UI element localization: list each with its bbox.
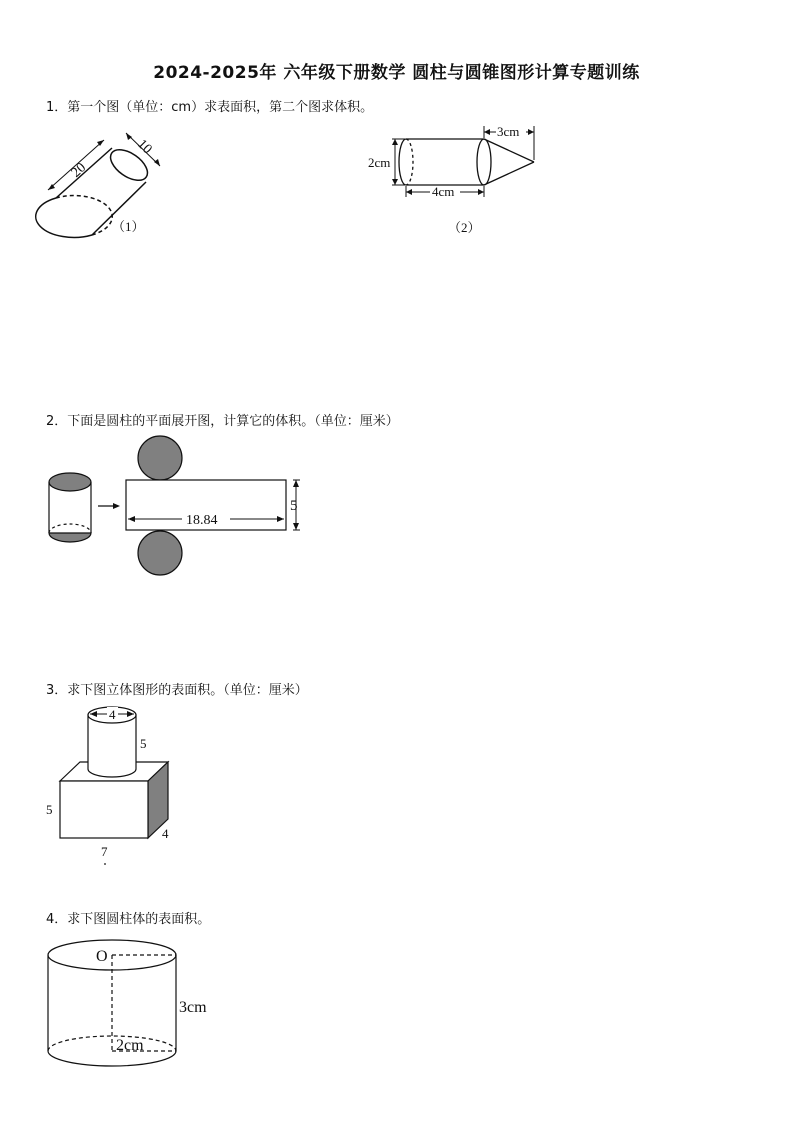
fig1-caption: （1） — [112, 219, 145, 234]
fig1-diameter-label: 10 — [134, 136, 155, 158]
net-height-label: 5 — [290, 498, 298, 514]
cyl-center-label: O — [96, 948, 108, 965]
question-3-figure — [40, 704, 200, 869]
cyl-height-label: 3cm — [179, 999, 207, 1016]
question-1-text: 1．第一个图（单位：cm）求表面积，第二个图求体积。 — [46, 100, 374, 115]
cyl-radius-label: 2cm — [116, 1037, 144, 1054]
question-4-text: 4．求下图圆柱体的表面积。 — [46, 912, 211, 927]
fig2-cylinder-length-label: 4cm — [432, 184, 455, 199]
box-cyl-height-label: 5 — [140, 736, 147, 751]
box-length-label: 7 — [101, 844, 108, 859]
box-height-label: 5 — [46, 802, 53, 817]
fig2-caption: （2） — [448, 220, 481, 235]
question-1-figure-2 — [362, 122, 562, 237]
box-depth-label: 4 — [162, 826, 169, 841]
question-1-figure-1 — [40, 128, 180, 248]
net-length-label: 18.84 — [186, 513, 218, 528]
box-cyl-diameter-label: 4 — [109, 707, 116, 722]
question-3-text: 3．求下图立体图形的表面积。（单位：厘米） — [46, 683, 308, 698]
fig2-cone-height-label: 3cm — [497, 124, 520, 139]
fig1-length-label: 20 — [68, 160, 90, 181]
question-4-figure — [44, 938, 224, 1070]
fig2-diameter-label: 2cm — [368, 155, 391, 170]
question-2-text: 2．下面是圆柱的平面展开图，计算它的体积。（单位：厘米） — [46, 414, 399, 429]
page-title: 2024-2025年 六年级下册数学 圆柱与圆锥图形计算专题训练 — [153, 63, 640, 83]
question-2-figure — [46, 434, 316, 579]
